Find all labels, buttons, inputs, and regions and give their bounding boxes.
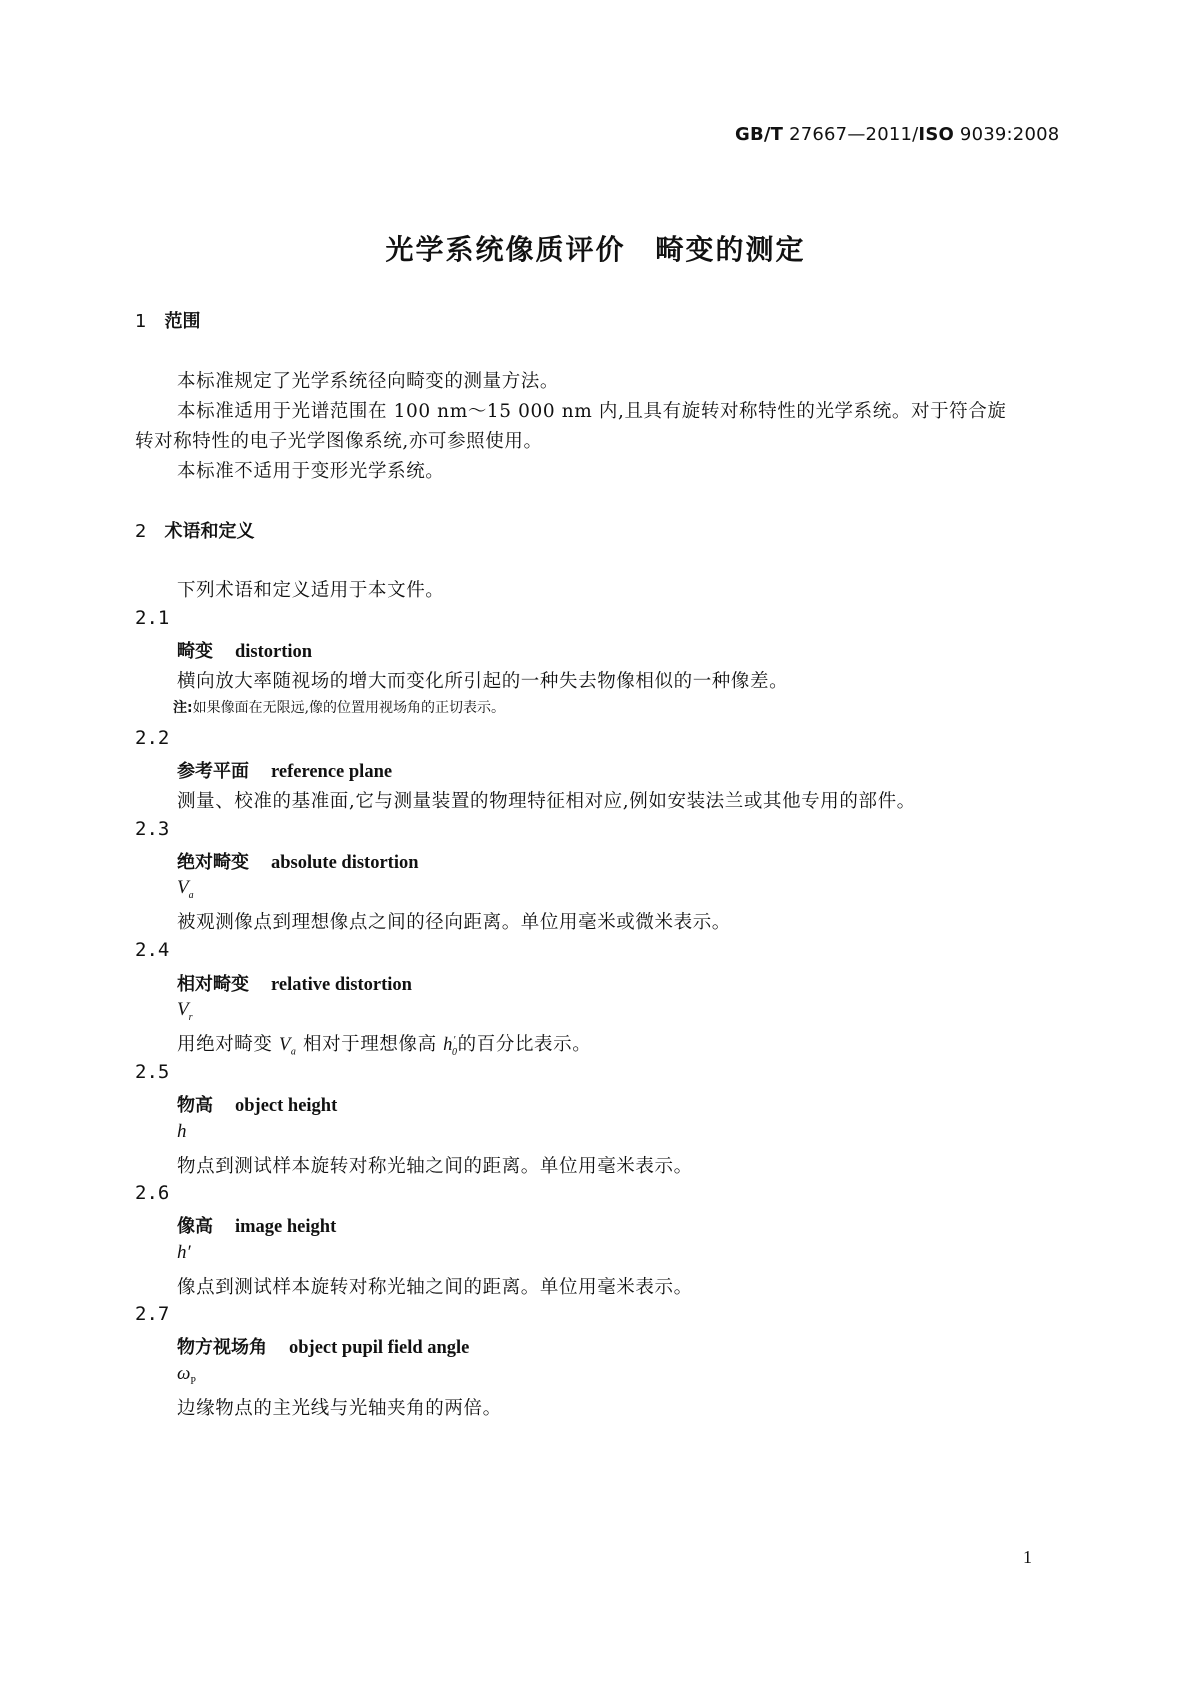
term-number: 2.6 xyxy=(135,1182,170,1204)
standard-code xyxy=(735,124,1059,145)
term-en: reference plane xyxy=(271,762,393,782)
term-zh: 参考平面 xyxy=(177,761,249,782)
scope-paragraph-2-cont: 转对称特性的电子光学图像系统,亦可参照使用。 xyxy=(135,431,543,452)
inline-symbol-main: h xyxy=(443,1035,454,1055)
document-title: 光学系统像质评价 畸变的测定 xyxy=(385,233,806,266)
term-title xyxy=(177,637,312,663)
symbol-sub: a xyxy=(188,889,194,901)
symbol-main: ω xyxy=(177,1363,191,1384)
standard-prefix: GB/T xyxy=(735,124,784,145)
definition-part: 相对于理想像高 xyxy=(296,1034,444,1055)
term-en: absolute distortion xyxy=(271,853,419,873)
section-title: 范围 xyxy=(164,311,201,332)
term-symbol: h xyxy=(177,1121,187,1142)
definition-part: 用绝对畸变 xyxy=(177,1034,279,1055)
term-title xyxy=(177,1091,337,1117)
symbol-sub: P xyxy=(190,1375,196,1387)
term-definition: 被观测像点到理想像点之间的径向距离。单位用毫米或微米表示。 xyxy=(177,912,731,933)
scope-paragraph-1: 本标准规定了光学系统径向畸变的测量方法。 xyxy=(177,371,560,392)
term-definition: 测量、校准的基准面,它与测量装置的物理特征相对应,例如安装法兰或其他专用的部件。 xyxy=(177,791,916,812)
inline-symbol-sub: 0 xyxy=(452,1046,458,1058)
term-definition: 横向放大率随视场的增大而变化所引起的一种失去物像相似的一种像差。 xyxy=(177,671,789,692)
term-definition: 边缘物点的主光线与光轴夹角的两倍。 xyxy=(177,1398,502,1419)
inline-symbol xyxy=(443,1033,458,1058)
page-number: 1 xyxy=(1023,1547,1032,1567)
section-number: 2 xyxy=(135,521,147,542)
section-title: 术语和定义 xyxy=(164,521,255,542)
term-symbol xyxy=(177,877,194,901)
term-zh: 像高 xyxy=(177,1216,213,1237)
iso-number: 9039:2008 xyxy=(954,124,1060,145)
term-en: object pupil field angle xyxy=(289,1338,470,1358)
note-text: 如果像面在无限远,像的位置用视场角的正切表示。 xyxy=(192,700,506,716)
section-1-heading xyxy=(135,307,200,333)
symbol-sub: r xyxy=(188,1011,193,1023)
inline-symbol-main: V xyxy=(278,1035,291,1055)
term-symbol xyxy=(177,999,193,1023)
term-title xyxy=(177,1212,336,1238)
term-en: relative distortion xyxy=(271,975,412,995)
term-definition: 物点到测试样本旋转对称光轴之间的距离。单位用毫米表示。 xyxy=(177,1156,693,1177)
term-en: distortion xyxy=(235,642,313,662)
term-number: 2.2 xyxy=(135,727,170,749)
term-title xyxy=(177,757,392,783)
term-definition xyxy=(177,1030,591,1058)
term-title xyxy=(177,848,419,874)
term-en: object height xyxy=(235,1096,338,1116)
inline-symbol-sub: a xyxy=(290,1046,297,1058)
term-zh: 物高 xyxy=(177,1095,213,1116)
symbol-main: V xyxy=(177,877,189,898)
term-number: 2.1 xyxy=(135,607,170,629)
term-definition: 像点到测试样本旋转对称光轴之间的距离。单位用毫米表示。 xyxy=(177,1277,693,1298)
terms-intro: 下列术语和定义适用于本文件。 xyxy=(177,580,445,601)
term-number: 2.3 xyxy=(135,818,170,840)
definition-part: 的百分比表示。 xyxy=(457,1034,592,1055)
inline-symbol-sup: ′ xyxy=(453,1033,457,1046)
term-zh: 畸变 xyxy=(177,641,213,662)
term-symbol xyxy=(177,1363,196,1387)
note-label: 注: xyxy=(173,700,193,716)
term-number: 2.5 xyxy=(135,1061,170,1083)
symbol-main: V xyxy=(177,999,189,1020)
term-number: 2.7 xyxy=(135,1303,170,1325)
section-number: 1 xyxy=(135,311,147,332)
term-title xyxy=(177,970,412,996)
term-zh: 相对畸变 xyxy=(177,974,249,995)
term-number: 2.4 xyxy=(135,939,170,961)
term-title xyxy=(177,1333,469,1359)
inline-symbol xyxy=(278,1035,297,1058)
iso-prefix: ISO xyxy=(918,124,954,145)
scope-paragraph-2: 本标准适用于光谱范围在 100 nm～15 000 nm 内,且具有旋转对称特性的光学系统。对于符合旋 xyxy=(177,401,1007,422)
term-symbol: h′ xyxy=(177,1242,191,1263)
standard-number: 27667—2011/ xyxy=(783,124,919,145)
term-en: image height xyxy=(235,1217,337,1237)
section-2-heading xyxy=(135,517,254,543)
term-note xyxy=(173,697,505,717)
term-zh: 绝对畸变 xyxy=(177,852,249,873)
scope-paragraph-3: 本标准不适用于变形光学系统。 xyxy=(177,461,445,482)
term-zh: 物方视场角 xyxy=(177,1337,267,1358)
